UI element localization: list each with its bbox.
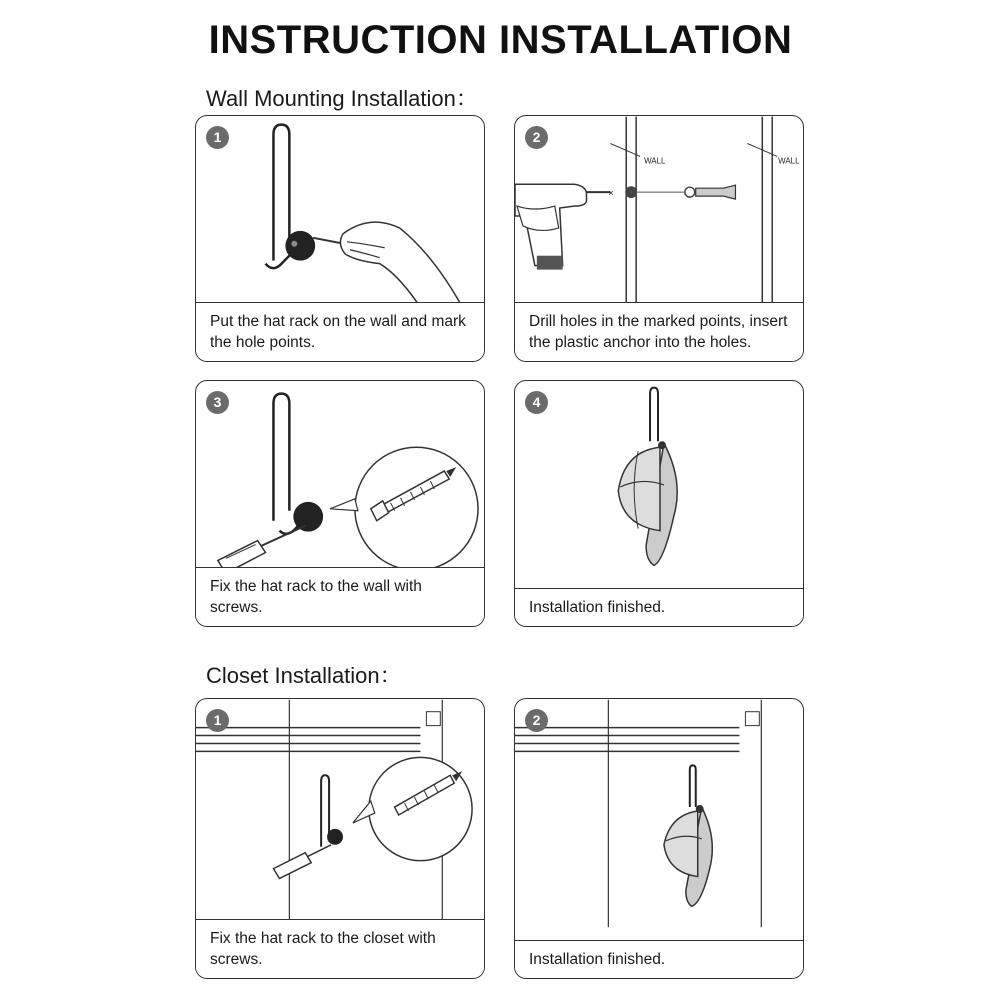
step-number-badge: 1 xyxy=(206,126,229,149)
mark-hole-points-illustration xyxy=(196,116,484,311)
step-caption: Put the hat rack on the wall and mark the hole points. xyxy=(196,302,484,361)
wall-step-3-card xyxy=(195,380,485,627)
step-number-badge: 2 xyxy=(525,709,548,732)
wall-label: WALL xyxy=(778,156,800,166)
wall-label: WALL xyxy=(644,156,666,166)
drill-holes-illustration xyxy=(515,116,803,311)
closet-step-1-card xyxy=(195,698,485,979)
closet-section-heading: Closet Installation： xyxy=(206,663,402,688)
installation-finished-illustration xyxy=(515,381,803,576)
step-caption: Fix the hat rack to the closet with screws. xyxy=(196,919,484,978)
closet-fix-illustration xyxy=(196,699,484,928)
wall-section-heading: Wall Mounting Installation： xyxy=(206,86,478,111)
step-caption: Installation finished. xyxy=(515,940,803,978)
fix-with-screws-illustration xyxy=(196,381,484,576)
page-title: INSTRUCTION INSTALLATION xyxy=(208,18,793,62)
step-number-badge: 3 xyxy=(206,391,229,414)
closet-finished-illustration xyxy=(515,699,803,928)
step-caption: Fix the hat rack to the wall with screws. xyxy=(196,567,484,626)
closet-step-2-card xyxy=(514,698,804,979)
wall-step-2-card xyxy=(514,115,804,362)
step-number-badge: 1 xyxy=(206,709,229,732)
step-number-badge: 2 xyxy=(525,126,548,149)
wall-step-4-card xyxy=(514,380,804,627)
wall-step-1-card xyxy=(195,115,485,362)
step-caption: Drill holes in the marked points, insert the plastic anchor into the holes. xyxy=(515,302,803,361)
step-caption: Installation finished. xyxy=(515,588,803,626)
step-number-badge: 4 xyxy=(525,391,548,414)
svg-text:×: × xyxy=(608,188,614,199)
